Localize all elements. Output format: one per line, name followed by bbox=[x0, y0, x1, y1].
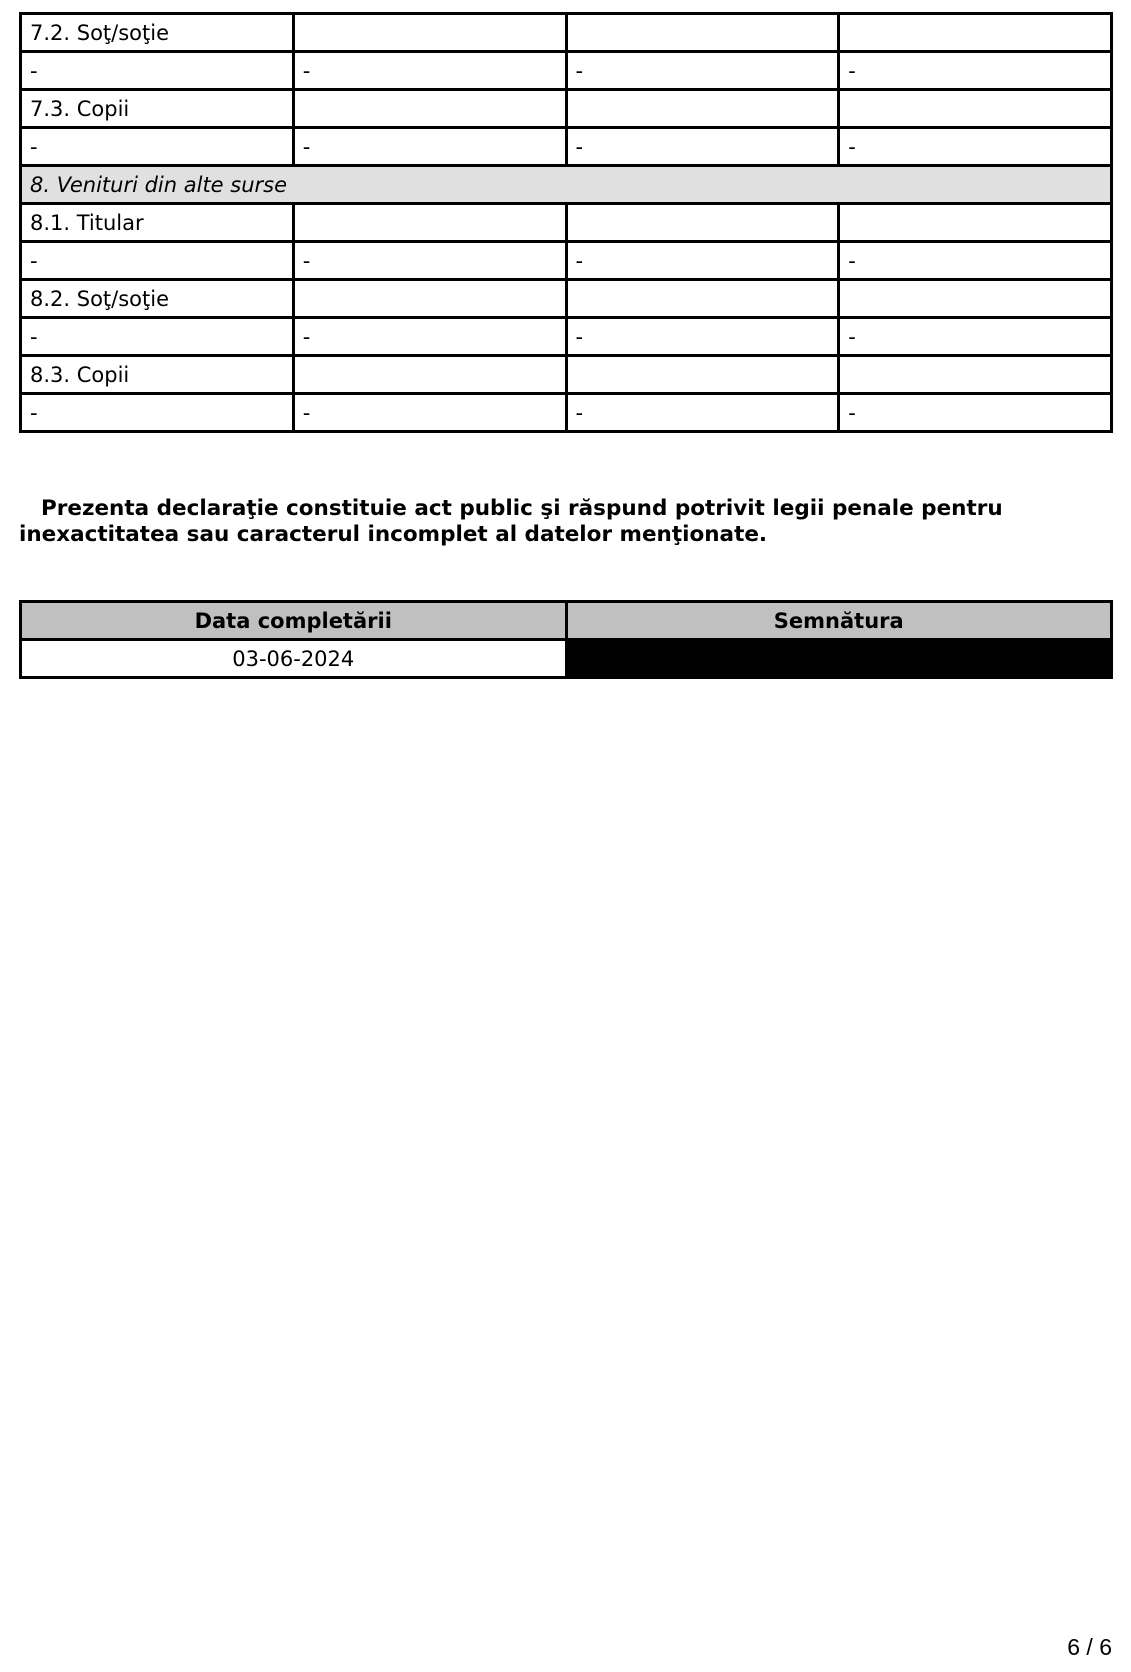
signature-redacted bbox=[566, 640, 1112, 678]
table-cell: - bbox=[839, 242, 1112, 280]
empty-cell bbox=[293, 356, 566, 394]
empty-cell bbox=[839, 356, 1112, 394]
table-cell: - bbox=[293, 394, 566, 432]
table-row bbox=[21, 394, 1112, 432]
table-cell: - bbox=[839, 52, 1112, 90]
empty-cell bbox=[293, 90, 566, 128]
completion-date: 03-06-2024 bbox=[21, 640, 567, 678]
table-cell: - bbox=[21, 52, 294, 90]
table-row bbox=[21, 318, 1112, 356]
table-cell: - bbox=[293, 318, 566, 356]
table-cell: - bbox=[566, 52, 839, 90]
row-label: 7.2. Soţ/soţie bbox=[21, 14, 294, 52]
declaration-statement: Prezenta declaraţie constituie act public şi răspund potrivit legii penale pentru inexactitatea sau caracterul incomplet al datelor menţionate. bbox=[19, 496, 1003, 547]
table-cell: - bbox=[293, 242, 566, 280]
income-table-body bbox=[21, 14, 1112, 432]
section-header-row bbox=[21, 166, 1112, 204]
row-label: 8.1. Titular bbox=[21, 204, 294, 242]
empty-cell bbox=[566, 280, 839, 318]
date-header: Data completării bbox=[21, 602, 567, 640]
table-cell: - bbox=[839, 128, 1112, 166]
table-cell: - bbox=[293, 52, 566, 90]
table-row bbox=[21, 280, 1112, 318]
empty-cell bbox=[839, 280, 1112, 318]
income-table bbox=[19, 12, 1113, 433]
table-row bbox=[21, 52, 1112, 90]
table-row bbox=[21, 128, 1112, 166]
table-row bbox=[21, 90, 1112, 128]
empty-cell bbox=[839, 204, 1112, 242]
empty-cell bbox=[293, 280, 566, 318]
table-cell: - bbox=[566, 242, 839, 280]
table-cell: - bbox=[293, 128, 566, 166]
table-cell: - bbox=[566, 394, 839, 432]
empty-cell bbox=[293, 14, 566, 52]
signature-header-row bbox=[21, 602, 1112, 640]
signature-header: Semnătura bbox=[566, 602, 1112, 640]
empty-cell bbox=[566, 90, 839, 128]
signature-table bbox=[19, 600, 1113, 679]
page-number: 6 / 6 bbox=[1067, 1634, 1112, 1660]
table-cell: - bbox=[839, 394, 1112, 432]
row-label: 8.2. Soţ/soţie bbox=[21, 280, 294, 318]
table-cell: - bbox=[566, 318, 839, 356]
empty-cell bbox=[566, 356, 839, 394]
signature-value-row bbox=[21, 640, 1112, 678]
empty-cell bbox=[839, 90, 1112, 128]
table-cell: - bbox=[21, 318, 294, 356]
table-cell: - bbox=[21, 394, 294, 432]
table-row bbox=[21, 242, 1112, 280]
row-label: 8.3. Copii bbox=[21, 356, 294, 394]
row-label: 7.3. Copii bbox=[21, 90, 294, 128]
empty-cell bbox=[839, 14, 1112, 52]
table-row bbox=[21, 356, 1112, 394]
empty-cell bbox=[566, 204, 839, 242]
section-title: 8. Venituri din alte surse bbox=[21, 166, 1112, 204]
table-cell: - bbox=[21, 242, 294, 280]
table-cell: - bbox=[566, 128, 839, 166]
table-row bbox=[21, 14, 1112, 52]
empty-cell bbox=[566, 14, 839, 52]
table-row bbox=[21, 204, 1112, 242]
table-cell: - bbox=[21, 128, 294, 166]
empty-cell bbox=[293, 204, 566, 242]
table-cell: - bbox=[839, 318, 1112, 356]
